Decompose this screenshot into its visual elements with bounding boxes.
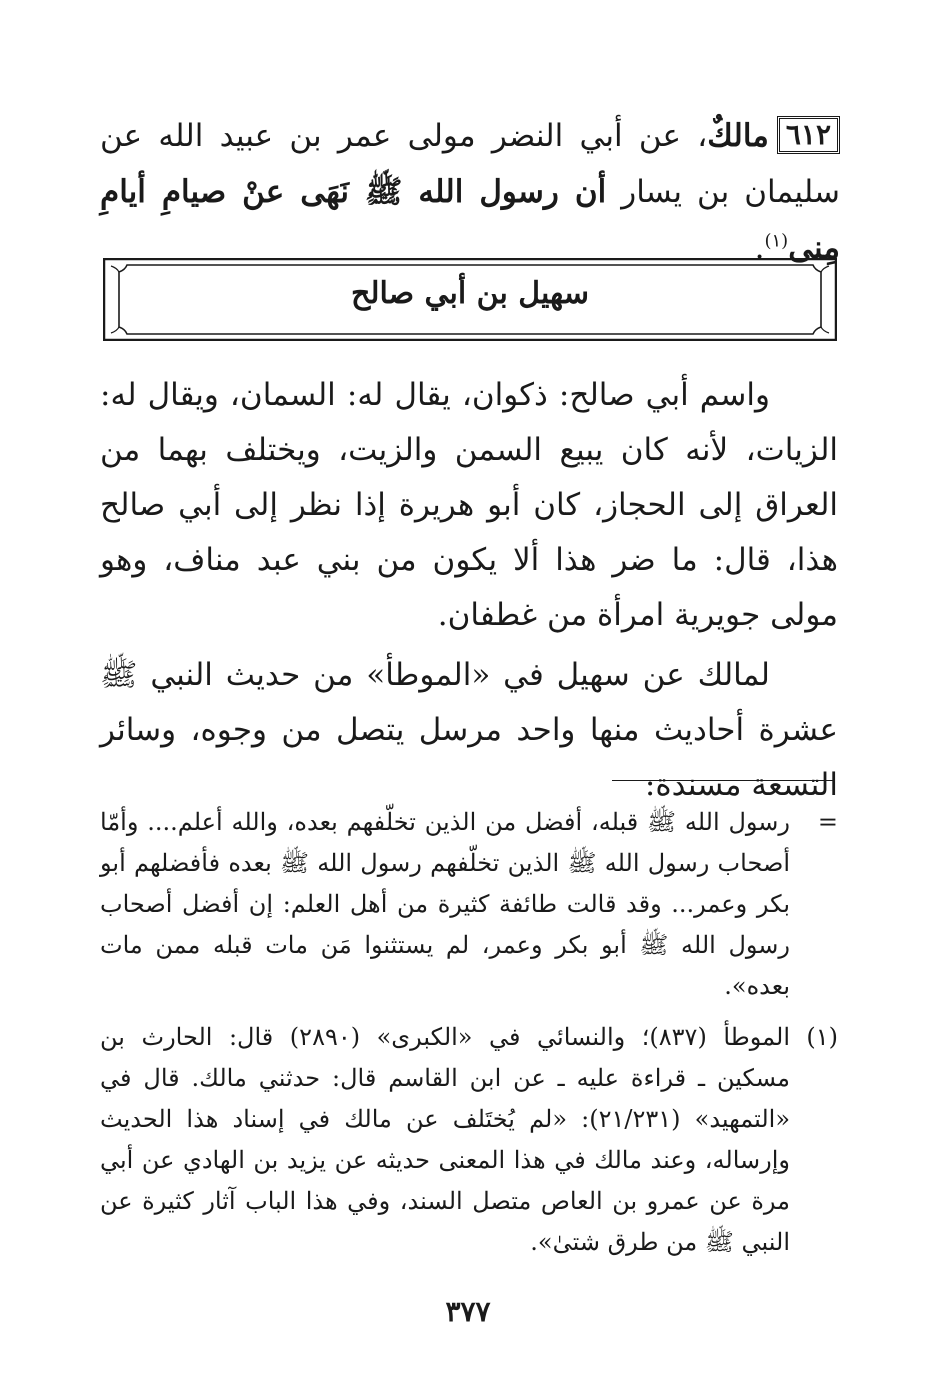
footnote-text: رسول الله ﷺ قبله، أفضل من الذين تخلّفهم بعده، والله أعلم.... وأمّا أصحاب رسول الله ﷺ الذين تخلّفهم رسول الله ﷺ بعده فأفضلهم أبو بكر وعمر... وقد قالت طائفة كثيرة من أهل العلم: إن أفضل أصحاب رسول الله ﷺ أبو بكر وعمر، لم يستثنوا مَن مات قبله ممن مات بعده». (100, 808, 790, 1000)
hadith-end-mark: . (754, 230, 765, 266)
hadith-narrator: مالكٌ (707, 118, 769, 154)
footnote-reference[interactable]: (١) (764, 230, 789, 252)
biography-paragraph: واسم أبي صالح: ذكوان، يقال له: السمان، ويقال له: الزيات، لأنه كان يبيع السمن والزيت، ويختلف بهما من العراق إلى الحجاز، كان أبو هريرة إذا نظر إلى أبي صالح هذا، قال: ما ضر هذا ألا يكون من بني عبد مناف، وهو مولى جويرية امرأة من غطفان. (100, 377, 838, 633)
footnote-marker: (١) (806, 1023, 838, 1051)
page-number: ٣٧٧ (445, 1295, 491, 1328)
footnote-divider (612, 780, 834, 781)
hadith-number-box: ٦١٢ (777, 116, 840, 154)
hadith-chain: ، عن أبي النضر مولى عمر بن عبيد الله عن سليمان بن يسار (100, 118, 840, 210)
hadith-matn: أن رسول الله ﷺ نَهَى عنْ صيامِ أيامِ مِنى (100, 174, 840, 266)
chapter-title-frame (103, 258, 837, 341)
footnote-text: الموطأ (٨٣٧)؛ والنسائي في «الكبرى» (٢٨٩٠) قال: الحارث بن مسكين ـ قراءة عليه ـ عن ابن القاسم قال: حدثني مالك. قال في «التمهيد» (٢١/٢٣١): «لم يُختَلف عن مالك في إسناد هذا الحديث وإرساله، وعند مالك في هذا المعنى حديثه عن يزيد بن الهادي عن أبي مرة عن عمرو بن العاص متصل السند، وفي هذا الباب آثار كثيرة عن النبي ﷺ من طرق شتىٰ». (100, 1023, 791, 1256)
footnote-1 (100, 1017, 838, 1263)
footnotes-section (100, 802, 838, 1273)
hadith-612 (100, 108, 840, 276)
hadith-count-paragraph: لمالك عن سهيل في «الموطأ» من حديث النبي ﷺ عشرة أحاديث منها واحد مرسل يتصل من وجوه، وسائر التسعة مسندة: (100, 657, 838, 803)
footnote-marker: = (817, 808, 838, 836)
footnote-continued (100, 802, 838, 1007)
chapter-title: سهيل بن أبي صالح (350, 276, 590, 311)
